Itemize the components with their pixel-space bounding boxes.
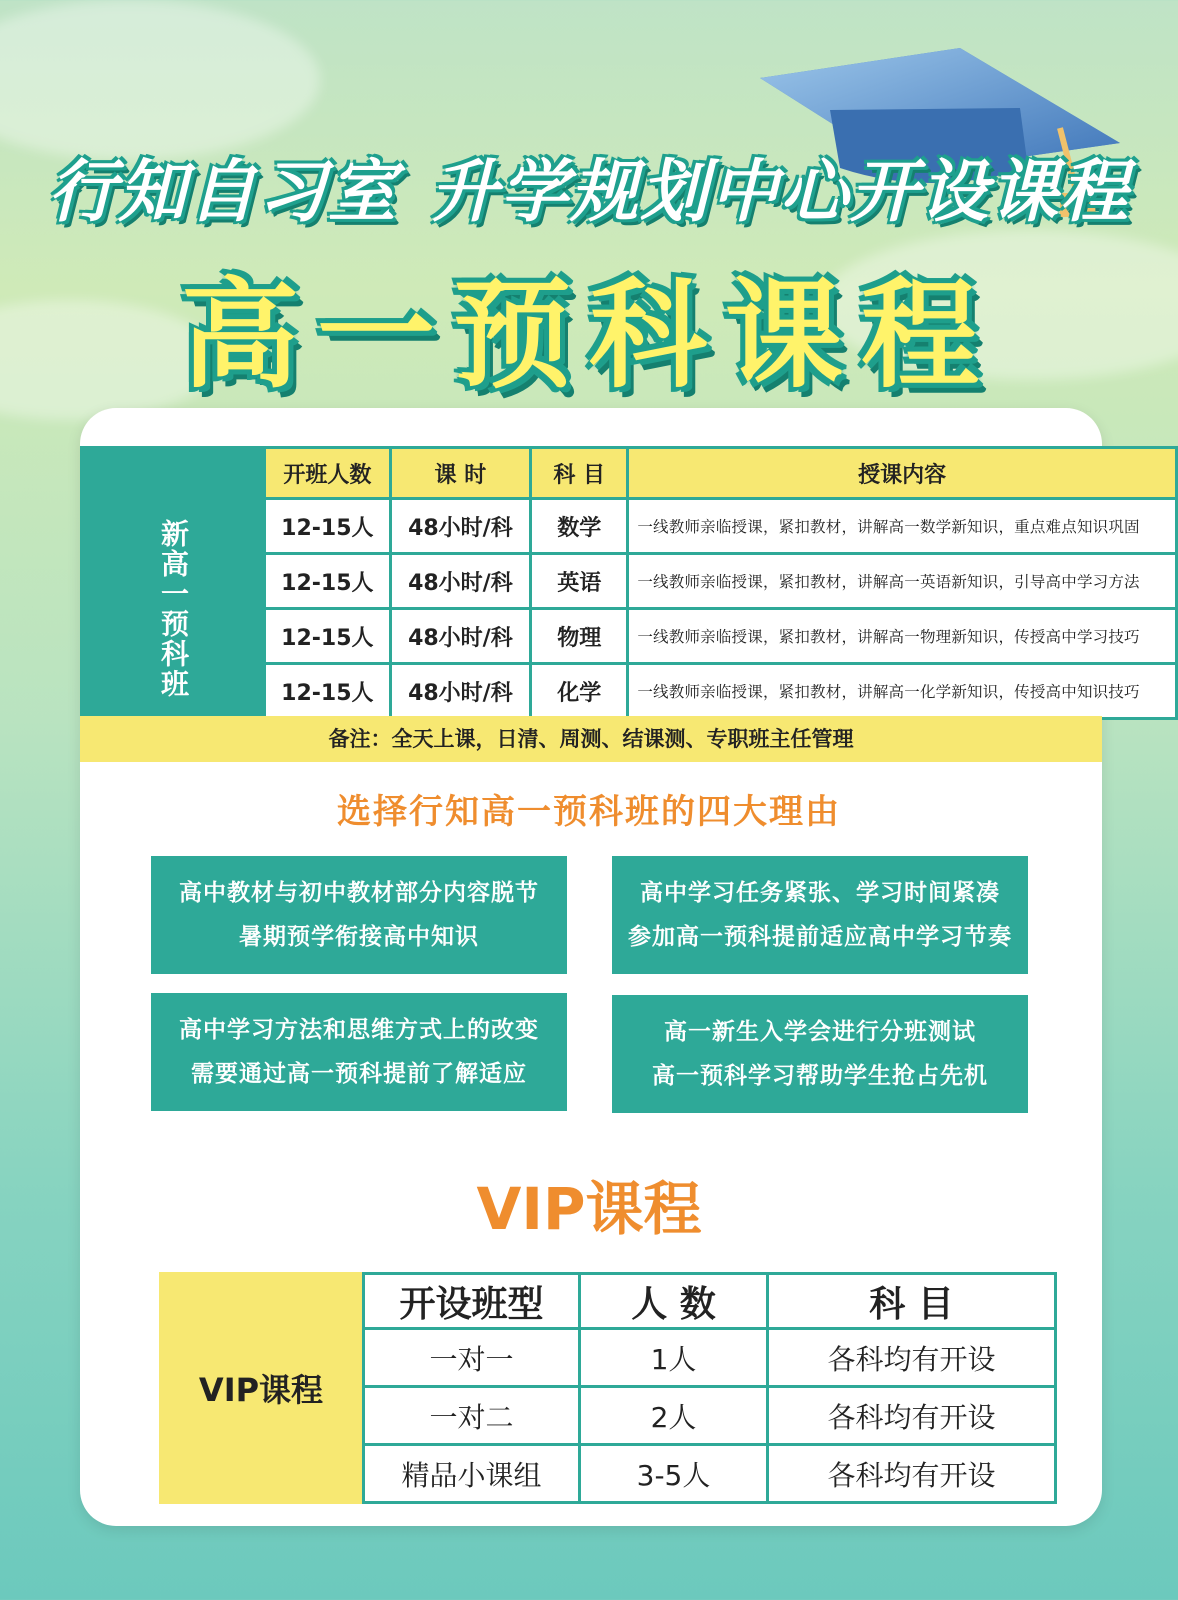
reason-line: 暑期预学衔接高中知识 [239, 924, 479, 950]
header-title-part2: 升学规划中心开设课程 [430, 153, 1131, 232]
subject-cell: 数学 [531, 499, 628, 554]
course-table-header [82, 448, 1177, 499]
reason-box [612, 995, 1028, 1113]
reason-box [151, 993, 567, 1111]
hours-cell: 48小时/科 [390, 554, 530, 609]
subject-cell: 化学 [531, 664, 628, 719]
reason-box [151, 856, 567, 974]
header-cell: 开班人数 [265, 448, 391, 499]
course-note: 备注：全天上课，日清、周测、结课测、专职班主任管理 [80, 716, 1102, 762]
count-cell: 2人 [580, 1387, 768, 1445]
content-cell: 一线教师亲临授课，紧扣教材，讲解高一化学新知识，传授高中知识技巧 [628, 664, 1177, 719]
reason-line: 高中教材与初中教材部分内容脱节 [179, 880, 539, 906]
count-cell: 3-5人 [580, 1445, 768, 1503]
hours-cell: 48小时/科 [390, 609, 530, 664]
header-title [0, 138, 1178, 235]
header-title-part1: 行知自习室 [47, 153, 398, 232]
header-cell: 开设班型 [364, 1274, 580, 1329]
header-cell: 授课内容 [628, 448, 1177, 499]
class-type-cell: 精品小课组 [364, 1445, 580, 1503]
corner-cell [82, 448, 265, 499]
class-type-cell: 一对二 [364, 1387, 580, 1445]
hours-cell: 48小时/科 [390, 664, 530, 719]
reason-line: 需要通过高一预科提前了解适应 [191, 1061, 527, 1087]
reason-line: 高中学习任务紧张、学习时间紧凑 [640, 880, 1000, 906]
subject-cell: 各科均有开设 [768, 1445, 1056, 1503]
reason-box [612, 856, 1028, 974]
reason-line: 高一新生入学会进行分班测试 [664, 1019, 976, 1045]
table-row [364, 1445, 1056, 1503]
background-cloud [0, 0, 320, 160]
reason-line: 高一预科学习帮助学生抢占先机 [652, 1063, 988, 1089]
course-table [80, 446, 1178, 720]
table-row [82, 499, 1177, 554]
header-cell: 科 目 [768, 1274, 1056, 1329]
subject-cell: 各科均有开设 [768, 1329, 1056, 1387]
class-type-cell: 一对一 [364, 1329, 580, 1387]
content-cell: 一线教师亲临授课，紧扣教材，讲解高一英语新知识，引导高中学习方法 [628, 554, 1177, 609]
class-size-cell: 12-15人 [265, 609, 391, 664]
subject-cell: 各科均有开设 [768, 1387, 1056, 1445]
reason-line: 高中学习方法和思维方式上的改变 [179, 1017, 539, 1043]
reason-line: 参加高一预科提前适应高中学习节奏 [628, 924, 1012, 950]
class-size-cell: 12-15人 [265, 664, 391, 719]
reasons-title: 选择行知高一预科班的四大理由 [337, 792, 841, 832]
vip-table [362, 1272, 1057, 1504]
table-row [364, 1329, 1056, 1387]
hours-cell: 48小时/科 [390, 499, 530, 554]
subject-cell: 英语 [531, 554, 628, 609]
vip-table-header [364, 1274, 1056, 1329]
class-size-cell: 12-15人 [265, 554, 391, 609]
class-size-cell: 12-15人 [265, 499, 391, 554]
main-title: 高一预科课程 [180, 266, 997, 404]
header-cell: 科 目 [531, 448, 628, 499]
content-cell: 一线教师亲临授课，紧扣教材，讲解高一数学新知识，重点难点知识巩固 [628, 499, 1177, 554]
header-cell: 课 时 [390, 448, 530, 499]
side-label: 新高一预科班 [82, 499, 265, 719]
content-cell: 一线教师亲临授课，紧扣教材，讲解高一物理新知识，传授高中学习技巧 [628, 609, 1177, 664]
subject-cell: 物理 [531, 609, 628, 664]
table-row [364, 1387, 1056, 1445]
count-cell: 1人 [580, 1329, 768, 1387]
vip-side-label: VIP课程 [159, 1272, 363, 1504]
header-cell: 人 数 [580, 1274, 768, 1329]
vip-title: VIP课程 [476, 1175, 702, 1243]
